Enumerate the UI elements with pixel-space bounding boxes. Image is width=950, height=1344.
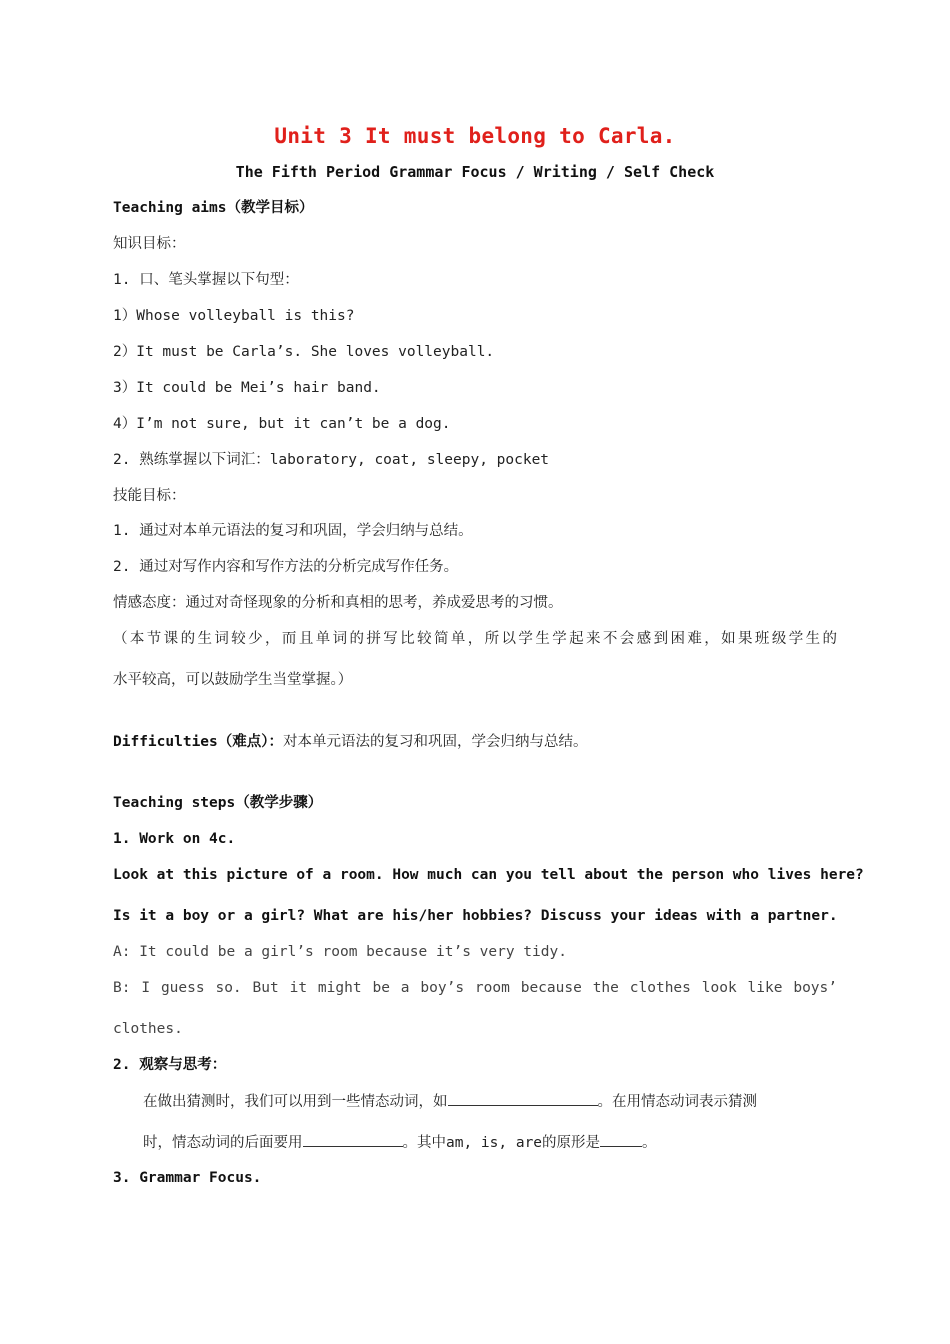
step-2-text-e: 。 (642, 1135, 657, 1151)
skill-item-1: 1. 通过对本单元语法的复习和巩固，学会归纳与总结。 (113, 523, 473, 539)
fill-blank-base-form[interactable] (600, 1132, 642, 1147)
step-2-paragraph-2 (143, 1132, 657, 1153)
step-2-title: 2. 观察与思考： (113, 1057, 227, 1073)
step-2-text-c: 时，情态动词的后面要用 (143, 1135, 303, 1151)
fill-blank-modal-verbs[interactable] (448, 1091, 598, 1106)
step-3-title: 3. Grammar Focus. (113, 1170, 262, 1186)
difficulties-label: Difficulties（难点）： (113, 734, 284, 750)
skill-item-2: 2. 通过对写作内容和写作方法的分析完成写作任务。 (113, 559, 459, 575)
note-line-2: 水平较高，可以鼓励学生当堂掌握。） (113, 672, 353, 688)
step-2-text-a: 在做出猜测时，我们可以用到一些情态动词，如 (143, 1094, 448, 1110)
step-1-question-1: Look at this picture of a room. How much can you tell about the person who lives here? (113, 867, 864, 883)
document-subtitle: The Fifth Period Grammar Focus / Writing / Self Check (235, 163, 715, 181)
sentence-pattern-2: 2）It must be Carla’s. She loves volleyball. (113, 344, 495, 360)
step-2-paragraph-1 (143, 1091, 757, 1112)
document-title: Unit 3 It must belong to Carla. (274, 124, 676, 148)
knowledge-item-2: 2. 熟练掌握以下词汇：laboratory, coat, sleepy, pocket (113, 452, 550, 468)
step-1-question-2: Is it a boy or a girl? What are his/her hobbies? Discuss your ideas with a partner. (113, 908, 838, 924)
dialog-line-b: B: I guess so. But it might be a boy’s room because the clothes look like boys’ (113, 980, 837, 996)
fill-blank-verb-form[interactable] (303, 1132, 403, 1147)
dialog-line-a: A: It could be a girl’s room because it’s very tidy. (113, 944, 567, 960)
sentence-pattern-1: 1）Whose volleyball is this? (113, 308, 355, 324)
step-2-text-b: 。在用情态动词表示猜测 (597, 1094, 757, 1110)
step-2-text-d: 。其中am, is, are的原形是 (402, 1135, 601, 1151)
attitude-aims: 情感态度：通过对奇怪现象的分析和真相的思考，养成爱思考的习惯。 (113, 595, 563, 611)
difficulties-text: 对本单元语法的复习和巩固，学会归纳与总结。 (283, 734, 588, 750)
note-line-1: （本节课的生词较少，而且单词的拼写比较简单，所以学生学起来不会感到困难，如果班级学生的 (113, 631, 837, 647)
skill-aims-label: 技能目标： (113, 488, 186, 504)
dialog-line-b-cont: clothes. (113, 1021, 183, 1037)
teaching-steps-heading: Teaching steps（教学步骤） (113, 795, 323, 811)
knowledge-aims-label: 知识目标： (113, 236, 186, 252)
step-1-title: 1. Work on 4c. (113, 831, 236, 847)
sentence-pattern-3: 3）It could be Mei’s hair band. (113, 380, 381, 396)
teaching-aims-heading: Teaching aims（教学目标） (113, 200, 314, 216)
sentence-pattern-4: 4）I’m not sure, but it can’t be a dog. (113, 416, 451, 432)
difficulties (113, 732, 588, 752)
knowledge-item-1: 1. 口、笔头掌握以下句型： (113, 272, 299, 288)
